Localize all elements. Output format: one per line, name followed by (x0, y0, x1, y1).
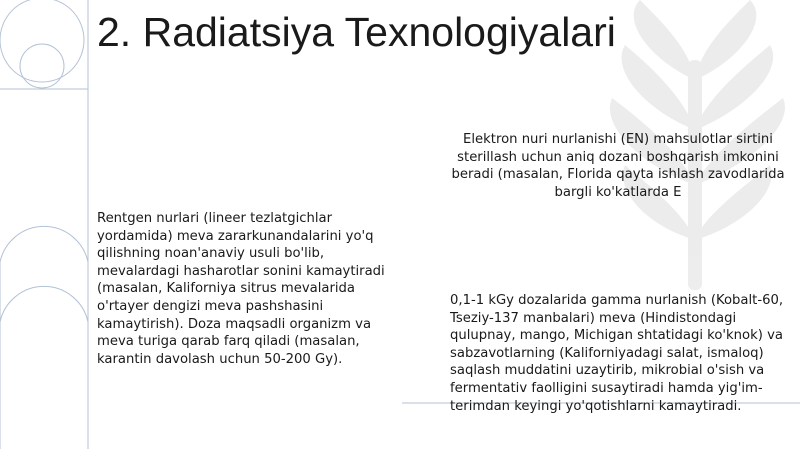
outer-circle (0, 0, 84, 82)
inner-circle (20, 44, 64, 88)
paragraph-x-ray: Rentgen nurlari (lineer tezlatgichlar yordamida) meva zararkunandalarini yo'q qilishning noan'anaviy usuli bo'lib, mevalardagi hasharotlar sonini kamaytiradi (masalan, Kaliforniya sitrus mevalarida o'rtayer dengizi meva pashshasini kamaytirish). Doza maqsadli organizm va meva turiga qarab farq qiladi (masalan, karantin davolash uchun 50-200 Gy). (97, 211, 385, 367)
page-title: 2. Radiatsiya Texnologiyalari (97, 9, 616, 55)
upper-arch (0, 226, 88, 262)
paragraph-gamma: 0,1-1 kGy dozalarida gamma nurlanish (Kobalt-60, Tseziy-137 manbalari) meva (Hindistondagi qulupnay, mango, Michigan shtatidagi ko'knok) va sabzavotlarning (Kaliforniyadagi salat, ismaloq) saqlash muddatini uzaytirib, mikrobial o'sish va fermentativ faolligini susaytiradi hamda yig'im-terimdan keyingi yo'qotishlarni kamaytiradi. (450, 293, 784, 414)
paragraph-electron-beam: Elektron nuri nurlanishi (EN) mahsulotlar sirtini sterillash uchun aniq dozani boshqarish imkonini beradi (masalan, Florida qayta ishlash zavodlarida bargli ko'katlarda E (451, 132, 785, 200)
lower-arch (0, 286, 88, 322)
